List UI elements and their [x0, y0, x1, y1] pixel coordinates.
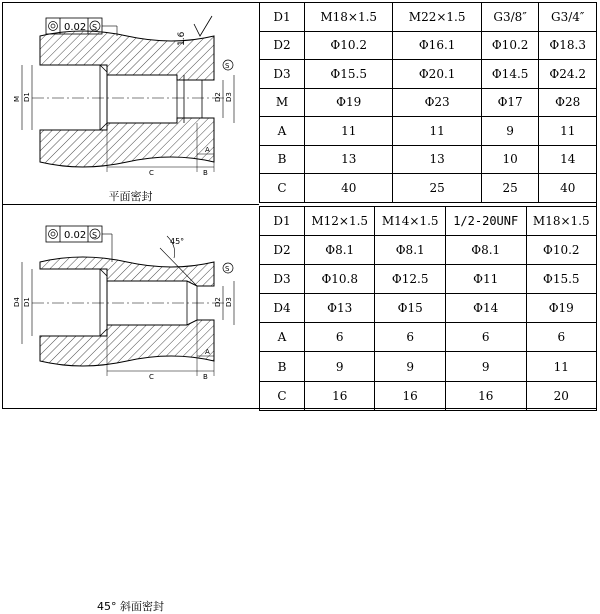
table-cell: Φ17	[481, 88, 539, 117]
table-cell: 11	[305, 117, 393, 146]
label-d4: D4	[13, 297, 21, 307]
table-cell: Φ20.1	[393, 60, 481, 89]
table-cell: Φ23	[393, 88, 481, 117]
label-d1: D1	[23, 297, 31, 307]
label-c: C	[149, 169, 154, 177]
angle-label: 45°	[170, 237, 185, 246]
table-cell: 11	[539, 117, 597, 146]
row-label: B	[260, 352, 305, 381]
table-cell: Φ15	[375, 294, 445, 323]
table-cell: 6	[375, 323, 445, 352]
table-cell: 9	[305, 352, 375, 381]
table-cell: 25	[481, 174, 539, 203]
row-label: B	[260, 145, 305, 174]
table-cell: Φ19	[305, 88, 393, 117]
table-cell: Φ13	[305, 294, 375, 323]
table-cell: Φ19	[526, 294, 596, 323]
upper-wall-section	[40, 257, 214, 286]
table-cell: Φ10.8	[305, 265, 375, 294]
table-row	[260, 31, 597, 60]
concentricity-icon	[49, 230, 58, 239]
table-cell: 16	[375, 381, 445, 410]
table-cell: Φ24.2	[539, 60, 597, 89]
table-cell: Φ8.1	[445, 236, 526, 265]
table-cell: 16	[305, 381, 375, 410]
row-label: C	[260, 174, 305, 203]
table-row	[260, 323, 597, 352]
table-cell: 6	[445, 323, 526, 352]
label-d2: D2	[214, 297, 222, 307]
table-cell: G3/4″	[539, 3, 597, 32]
flat-seal-spec-table	[259, 2, 597, 203]
row-label: M	[260, 88, 305, 117]
table-row	[260, 117, 597, 146]
table-cell: 13	[393, 145, 481, 174]
table-cell: 1/2-20UNF	[445, 207, 526, 236]
bevel-seal-caption: 45° 斜面密封	[97, 600, 164, 613]
table-row	[260, 3, 597, 32]
bevel-seal-table-body	[260, 207, 597, 411]
row-label: A	[260, 323, 305, 352]
table-cell: 10	[481, 145, 539, 174]
row-label: A	[260, 117, 305, 146]
label-d2: D2	[214, 92, 222, 102]
table-cell: M14×1.5	[375, 207, 445, 236]
lower-wall-section	[40, 118, 214, 167]
table-cell: 9	[445, 352, 526, 381]
flat-seal-panel	[2, 2, 259, 205]
table-cell: 6	[305, 323, 375, 352]
label-b: B	[203, 169, 208, 177]
table-row	[260, 60, 597, 89]
table-cell: Φ15.5	[305, 60, 393, 89]
tolerance-value: 0.02	[64, 230, 87, 241]
roughness-value: 1.6	[177, 31, 187, 46]
table-cell: Φ8.1	[305, 236, 375, 265]
row-label: D3	[260, 265, 305, 294]
datum-label: S	[225, 265, 230, 273]
row-label: C	[260, 381, 305, 410]
table-cell: M12×1.5	[305, 207, 375, 236]
table-row	[260, 381, 597, 410]
table-row	[260, 174, 597, 203]
row-label: D2	[260, 236, 305, 265]
table-cell: Φ10.2	[305, 31, 393, 60]
row-label: D1	[260, 3, 305, 32]
flat-seal-table-body	[260, 3, 597, 203]
concentricity-icon	[49, 22, 58, 31]
table-cell: Φ10.2	[481, 31, 539, 60]
table-cell: 40	[539, 174, 597, 203]
label-d3: D3	[225, 92, 233, 102]
table-cell: Φ15.5	[526, 265, 596, 294]
tolerance-modifier: S	[92, 23, 98, 32]
lower-wall-section	[40, 320, 214, 366]
row-label: D1	[260, 207, 305, 236]
table-cell: Φ18.3	[539, 31, 597, 60]
roughness-symbol-icon	[194, 16, 212, 36]
table-cell: 16	[445, 381, 526, 410]
table-cell: Φ8.1	[375, 236, 445, 265]
table-cell: M18×1.5	[526, 207, 596, 236]
table-cell: 9	[481, 117, 539, 146]
table-cell: M18×1.5	[305, 3, 393, 32]
table-row	[260, 88, 597, 117]
table-row	[260, 207, 597, 236]
datum-label: S	[225, 62, 230, 70]
table-cell: Φ11	[445, 265, 526, 294]
table-cell: 40	[305, 174, 393, 203]
upper-wall-section	[40, 31, 214, 80]
table-cell: Φ16.1	[393, 31, 481, 60]
label-b: B	[203, 373, 208, 381]
flat-seal-drawing	[2, 2, 259, 205]
bevel-seal-panel	[2, 206, 259, 613]
table-row	[260, 236, 597, 265]
row-label: D3	[260, 60, 305, 89]
label-m: M	[13, 95, 21, 102]
table-cell: 9	[375, 352, 445, 381]
bevel-seal-spec-table	[259, 206, 597, 411]
row-label: D2	[260, 31, 305, 60]
table-cell: 20	[526, 381, 596, 410]
label-c: C	[149, 373, 154, 381]
table-row	[260, 145, 597, 174]
table-cell: 6	[526, 323, 596, 352]
table-cell: 14	[539, 145, 597, 174]
table-cell: Φ10.2	[526, 236, 596, 265]
table-cell: Φ14.5	[481, 60, 539, 89]
table-cell: 13	[305, 145, 393, 174]
table-cell: Φ28	[539, 88, 597, 117]
flat-seal-caption: 平面密封	[108, 190, 153, 203]
table-cell: G3/8″	[481, 3, 539, 32]
table-row	[260, 265, 597, 294]
tolerance-value: 0.02	[64, 22, 87, 33]
table-cell: 25	[393, 174, 481, 203]
row-label: D4	[260, 294, 305, 323]
tolerance-modifier: S	[92, 231, 98, 240]
table-cell: Φ12.5	[375, 265, 445, 294]
table-cell: Φ14	[445, 294, 526, 323]
bevel-seal-drawing	[2, 206, 259, 409]
table-row	[260, 352, 597, 381]
table-cell: 11	[393, 117, 481, 146]
table-cell: M22×1.5	[393, 3, 481, 32]
label-d3: D3	[225, 297, 233, 307]
label-a: A	[205, 348, 210, 356]
table-cell: 11	[526, 352, 596, 381]
label-a: A	[205, 146, 210, 154]
label-d1: D1	[23, 92, 31, 102]
table-row	[260, 294, 597, 323]
